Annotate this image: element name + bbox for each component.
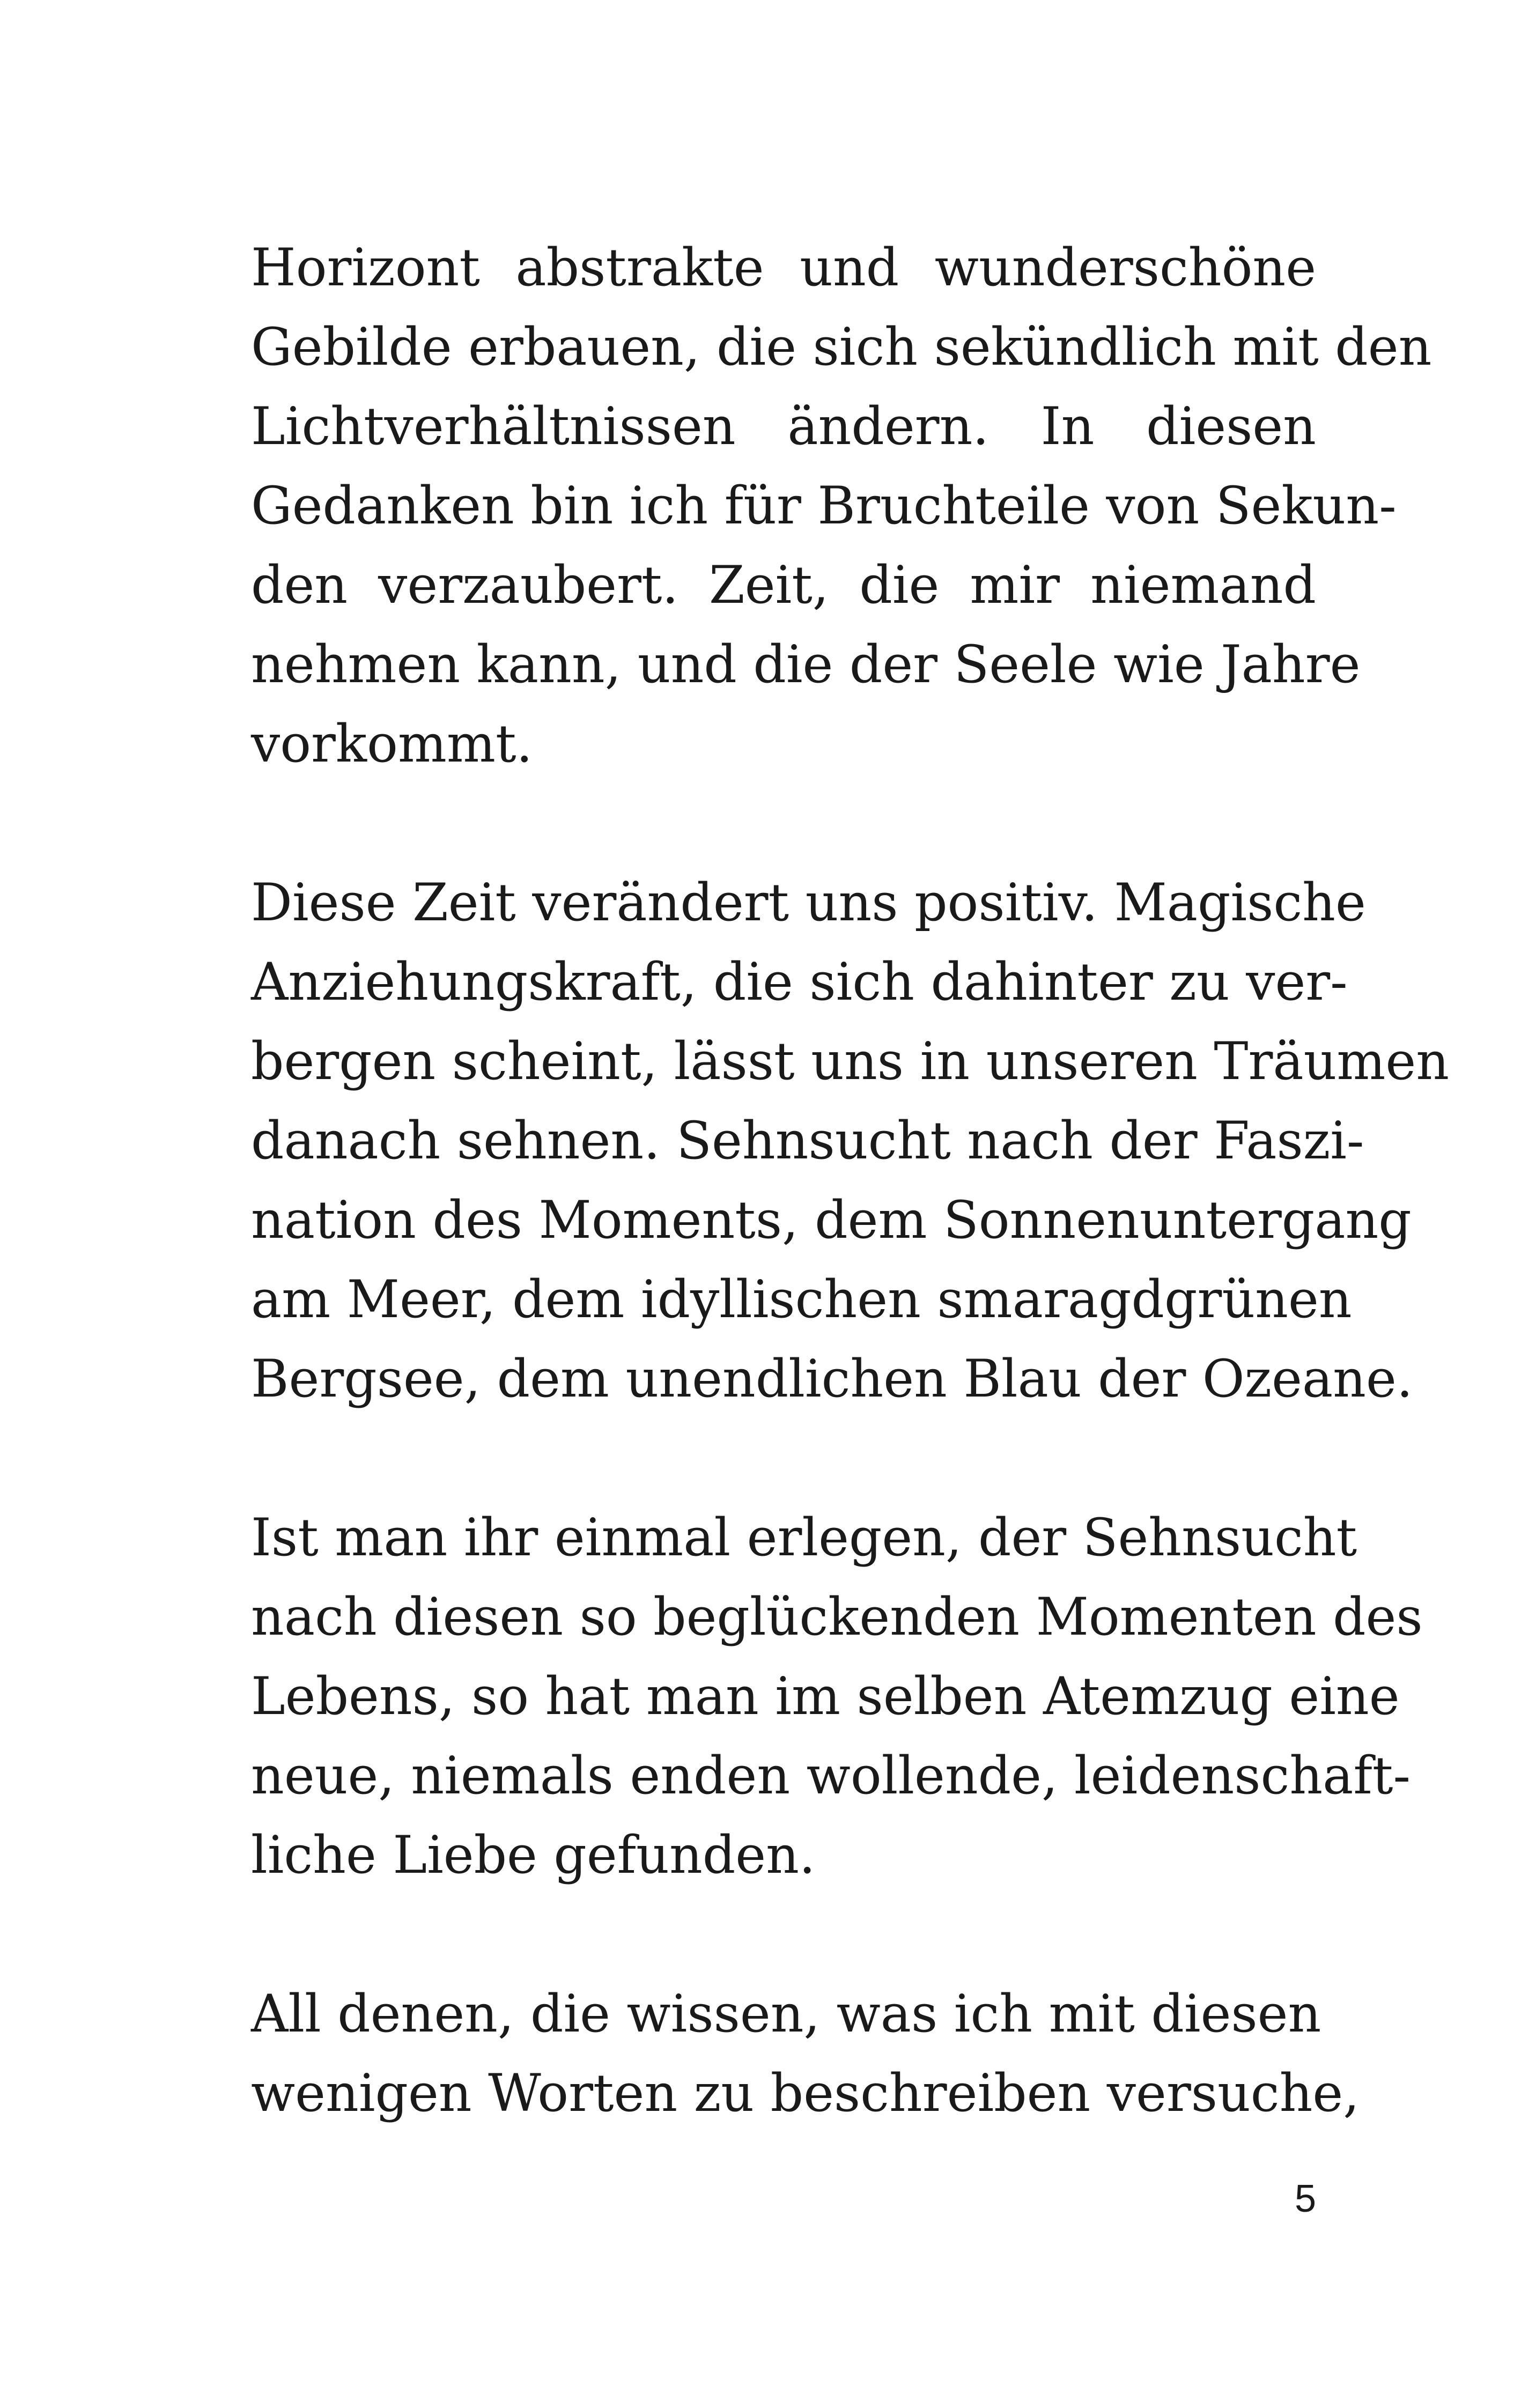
- text-line: nach diesen so beglückenden Momenten des: [251, 1587, 1423, 1647]
- text-line: nation des Moments, dem Sonnenuntergang: [251, 1190, 1412, 1250]
- text-line: Horizont abstrakte und wunderschöne: [251, 238, 1316, 298]
- paragraph-1: [251, 228, 1432, 784]
- text-line: Ist man ihr einmal erlegen, der Sehnsucht: [251, 1508, 1357, 1568]
- text-line: Bergsee, dem unendlichen Blau der Ozeane.: [251, 1349, 1413, 1409]
- text-line: Lichtverhältnissen ändern. In diesen: [251, 396, 1316, 456]
- text-line: den verzaubert. Zeit, die mir niemand: [251, 555, 1316, 615]
- text-line: bergen scheint, lässt uns in unseren Träumen: [251, 1031, 1450, 1091]
- paragraph-4: [251, 1974, 1360, 2133]
- text-line: danach sehnen. Sehnsucht nach der Faszi-: [251, 1111, 1364, 1171]
- text-line: Lebens, so hat man im selben Atemzug eine: [251, 1666, 1400, 1726]
- text-line: Anziehungskraft, die sich dahinter zu ver-: [251, 952, 1348, 1012]
- text-line: am Meer, dem idyllischen smaragdgrünen: [251, 1269, 1352, 1329]
- text-line: liche Liebe gefunden.: [251, 1825, 816, 1885]
- text-line: Diese Zeit verändert uns positiv. Magische: [251, 873, 1366, 933]
- text-line: vorkommt.: [251, 714, 533, 774]
- text-line: Gedanken bin ich für Bruchteile von Sekun-: [251, 476, 1397, 536]
- body-text: [251, 228, 1450, 2212]
- text-line: nehmen kann, und die der Seele wie Jahre: [251, 634, 1361, 695]
- paragraph-3: [251, 1498, 1423, 1895]
- paragraph-2: [251, 863, 1450, 1419]
- text-line: wenigen Worten zu beschreiben versuche,: [251, 2063, 1360, 2123]
- text-line: All denen, die wissen, was ich mit diesen: [251, 1984, 1321, 2044]
- text-line: Gebilde erbauen, die sich sekündlich mit den: [251, 317, 1432, 377]
- page-number: 5: [1294, 2177, 1316, 2220]
- text-line: neue, niemals enden wollende, leidenschaft-: [251, 1746, 1411, 1806]
